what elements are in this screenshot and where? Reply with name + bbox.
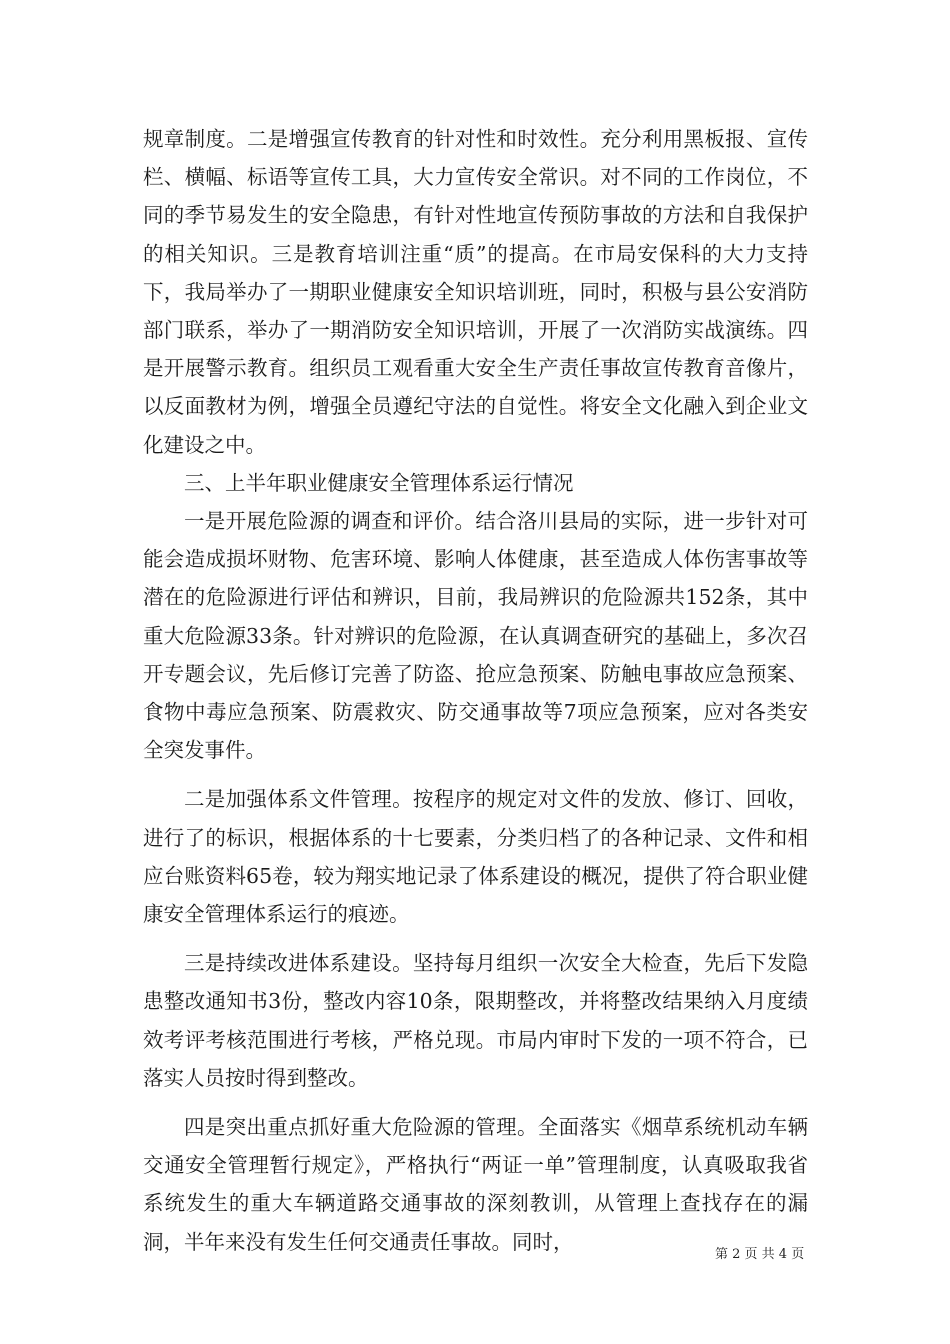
- paragraph: 二是加强体系文件管理。按程序的规定对文件的发放、修订、回收，进行了的标识，根据体系的十七要素，分类归档了的各种记录、文件和相应台账资料65卷，较为翔实地记录了体系建设的概况，提供了符合职业健康安全管理体系运行的痕迹。: [143, 787, 808, 927]
- paragraph-continued: 规章制度。二是增强宣传教育的针对性和时效性。充分利用黑板报、宣传栏、横幅、标语等宣传工具，大力宣传安全常识。对不同的工作岗位，不同的季节易发生的安全隐患，有针对性地宣传预防事故的方法和自我保护的相关知识。三是教育培训注重“质”的提高。在市局安保科的大力支持下，我局举办了一期职业健康安全知识培训班，同时，积极与县公安消防部门联系，举办了一期消防安全知识培训，开展了一次消防实战演练。四是开展警示教育。组织员工观看重大安全生产责任事故宣传教育音像片，以反面教材为例，增强全员遵纪守法的自觉性。将安全文化融入到企业文化建设之中。: [143, 127, 808, 457]
- paragraph: 四是突出重点抓好重大危险源的管理。全面落实《烟草系统机动车辆交通安全管理暂行规定》，严格执行“两证一单”管理制度，认真吸取我省系统发生的重大车辆道路交通事故的深刻教训，从管理上查找存在的漏洞，半年来没有发生任何交通责任事故。同时，: [143, 1115, 808, 1254]
- paragraph: 一是开展危险源的调查和评价。结合洛川县局的实际，进一步针对可能会造成损坏财物、危害环境、影响人体健康，甚至造成人体伤害事故等潜在的危险源进行评估和辨识，目前，我局辨识的危险源共152条，其中重大危险源33条。针对辨识的危险源，在认真调查研究的基础上，多次召开专题会议，先后修订完善了防盗、抢应急预案、防触电事故应急预案、食物中毒应急预案、防震救灾、防交通事故等7项应急预案，应对各类安全突发事件。: [143, 509, 808, 763]
- document-body: [143, 120, 808, 1261]
- page-number-footer: 第 2 页 共 4 页: [715, 1247, 805, 1262]
- section-heading: 三、上半年职业健康安全管理体系运行情况: [184, 470, 574, 495]
- paragraph: 三是持续改进体系建设。坚持每月组织一次安全大检查，先后下发隐患整改通知书3份，整改内容10条，限期整改，并将整改结果纳入月度绩效考评考核范围进行考核，严格兑现。市局内审时下发的一项不符合，已落实人员按时得到整改。: [143, 951, 808, 1090]
